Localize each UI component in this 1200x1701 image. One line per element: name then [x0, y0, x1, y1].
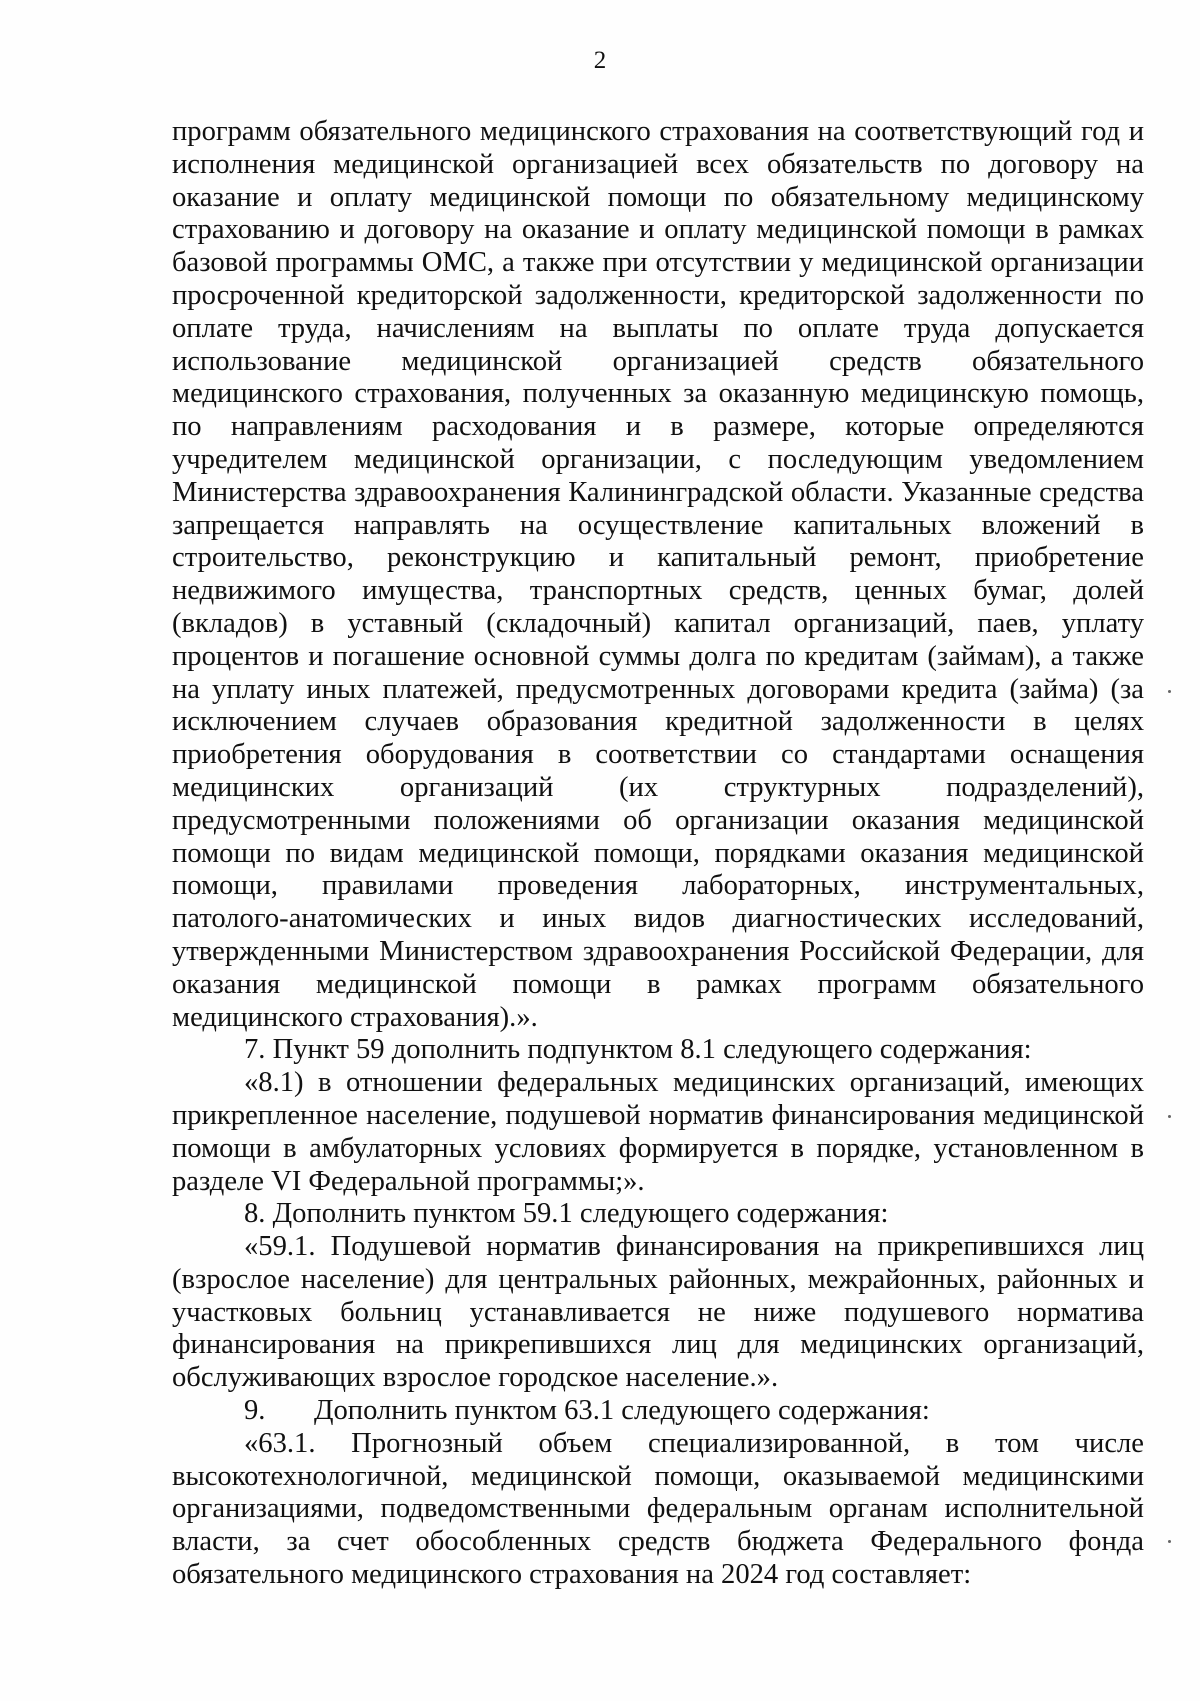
- text-line: программ обязательного медицинского страхования на соответствующий год и: [172, 116, 1144, 147]
- text-line: процентов и погашение основной суммы долга по кредитам (займам), а также: [172, 640, 1144, 672]
- text-line: страхованию и договору на оказание и оплату медицинской помощи в рамках: [172, 214, 1144, 246]
- text-line: разделе VI Федеральной программы;».: [172, 1165, 645, 1197]
- text-line: запрещается направлять на осуществление капитальных вложений в: [172, 509, 1144, 541]
- text-line: просроченной кредиторской задолженности, кредиторской задолженности по: [172, 279, 1144, 311]
- text-line: обязательного медицинского страхования на 2024 год составляет:: [172, 1559, 972, 1591]
- text-line: 8. Дополнить пунктом 59.1 следующего содержания:: [244, 1198, 889, 1230]
- text-line: учредителем медицинской организации, с последующим уведомлением: [172, 443, 1144, 475]
- page-number: 2: [593, 47, 607, 74]
- scan-artifact-dot: [1168, 1540, 1171, 1543]
- text-line: 7. Пункт 59 дополнить подпунктом 8.1 следующего содержания:: [244, 1034, 1032, 1066]
- text-line: власти, за счет обособленных средств бюджета Федерального фонда: [172, 1526, 1144, 1558]
- text-line: «8.1) в отношении федеральных медицинских организаций, имеющих: [244, 1067, 1144, 1099]
- text-line: патолого-анатомических и иных видов диагностических исследований,: [172, 903, 1144, 935]
- text-line: финансирования на прикрепившихся лиц для медицинских организаций,: [172, 1329, 1144, 1361]
- text-line: медицинского страхования, полученных за оказанную медицинскую помощь,: [172, 378, 1144, 410]
- scan-artifact-dot: [1168, 690, 1171, 693]
- item-number: 9.: [244, 1395, 266, 1427]
- text-line: оплате труда, начислениям на выплаты по оплате труда допускается: [172, 312, 1144, 344]
- text-line: недвижимого имущества, транспортных средств, ценных бумаг, долей: [172, 575, 1144, 607]
- text-line: (взрослое население) для центральных районных, межрайонных, районных и: [172, 1263, 1144, 1295]
- text-line: базовой программы ОМС, а также при отсутствии у медицинской организации: [172, 247, 1144, 279]
- text-line: организациями, подведомственными федеральным органам исполнительной: [172, 1493, 1144, 1525]
- scan-artifact-dot: [1168, 1115, 1171, 1118]
- text-line: оказание и оплату медицинской помощи по обязательному медицинскому: [172, 181, 1144, 213]
- text-line: по направлениям расходования и в размере, которые определяются: [172, 411, 1144, 443]
- text-line: обслуживающих взрослое городское население.».: [172, 1362, 779, 1394]
- text-line: использование медицинской организацией средств обязательного: [172, 345, 1144, 377]
- text-line: исключением случаев образования кредитной задолженности в целях: [172, 706, 1144, 738]
- text-line: медицинских организаций (их структурных подразделений),: [172, 771, 1144, 803]
- text-line: оказания медицинской помощи в рамках программ обязательного: [172, 968, 1144, 1000]
- document-body: [172, 116, 1144, 1592]
- text-line: помощи, правилами проведения лабораторных, инструментальных,: [172, 870, 1144, 902]
- text-line: Министерства здравоохранения Калининградской области. Указанные средства: [172, 476, 1144, 508]
- text-line: участковых больниц устанавливается не ниже подушевого норматива: [172, 1296, 1144, 1328]
- text-line: медицинского страхования).».: [172, 1001, 538, 1033]
- item-text: Дополнить пунктом 63.1 следующего содержания:: [314, 1395, 930, 1427]
- text-line: помощи в амбулаторных условиях формируется в порядке, установленном в: [172, 1132, 1144, 1164]
- text-line: строительство, реконструкцию и капитальный ремонт, приобретение: [172, 542, 1144, 574]
- text-line: (вкладов) в уставный (складочный) капитал организаций, паев, уплату: [172, 607, 1144, 639]
- text-line: утвержденными Министерством здравоохранения Российской Федерации, для: [172, 935, 1144, 967]
- text-line: на уплату иных платежей, предусмотренных договорами кредита (займа) (за: [172, 673, 1144, 705]
- text-line: «63.1. Прогнозный объем специализированной, в том числе: [244, 1427, 1144, 1459]
- text-line: [172, 1395, 1144, 1428]
- text-line: высокотехнологичной, медицинской помощи, оказываемой медицинскими: [172, 1460, 1144, 1492]
- text-line: предусмотренными положениями об организации оказания медицинской: [172, 804, 1144, 836]
- text-line: помощи по видам медицинской помощи, порядками оказания медицинской: [172, 837, 1144, 869]
- text-line: исполнения медицинской организацией всех обязательств по договору на: [172, 148, 1144, 180]
- text-line: приобретения оборудования в соответствии со стандартами оснащения: [172, 739, 1144, 771]
- text-line: «59.1. Подушевой норматив финансирования на прикрепившихся лиц: [244, 1231, 1144, 1263]
- text-line: прикрепленное население, подушевой норматив финансирования медицинской: [172, 1099, 1144, 1131]
